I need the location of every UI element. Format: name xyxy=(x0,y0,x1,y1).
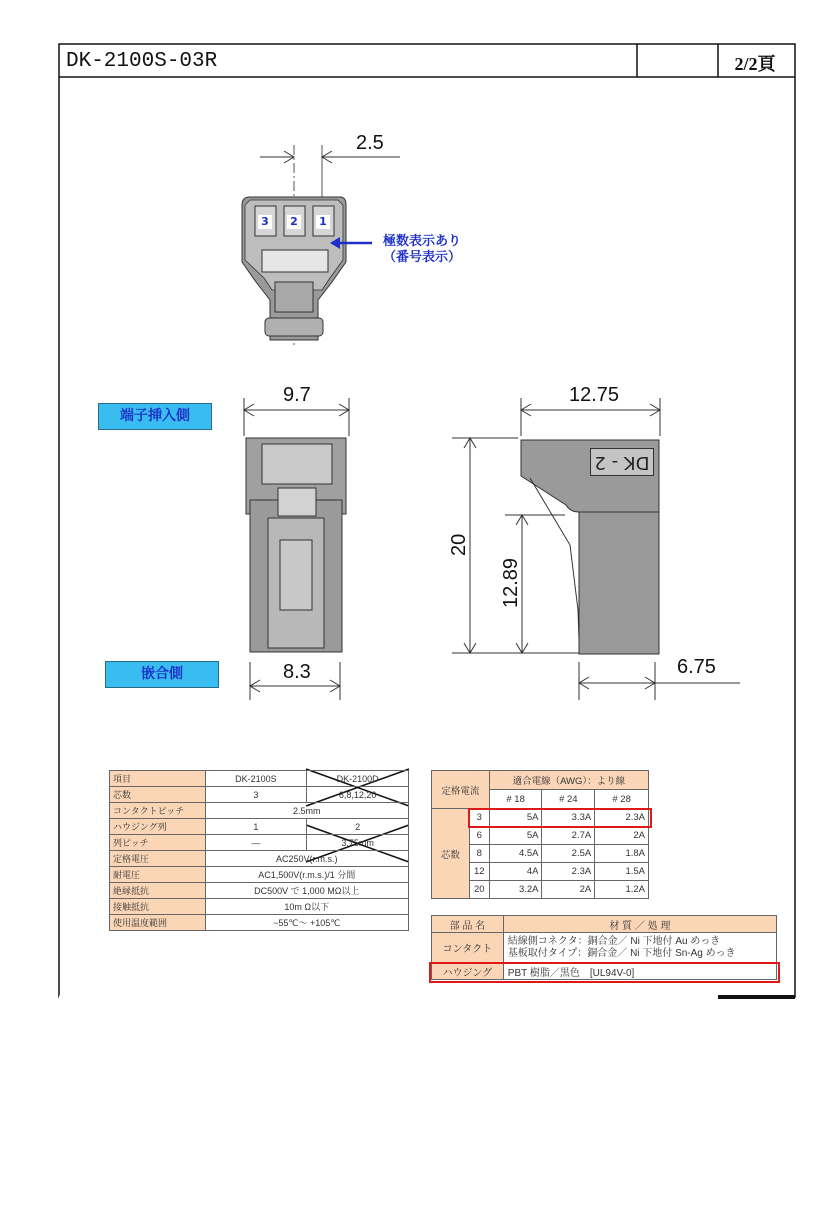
side-width-bottom-dimension: 6.75 xyxy=(677,656,716,678)
current-value: 5A xyxy=(489,827,542,845)
awg-header: # 24 xyxy=(542,790,595,809)
current-value: 1.5A xyxy=(595,863,649,881)
rated-current-label: 定格電流 xyxy=(432,771,490,809)
current-value: 2.3A xyxy=(595,809,649,827)
table-row xyxy=(110,915,409,931)
spec-value: 3.75mm xyxy=(307,835,409,851)
current-value: 2.7A xyxy=(542,827,595,845)
current-value: 4A xyxy=(489,863,542,881)
table-row xyxy=(432,771,649,790)
current-value: 2A xyxy=(595,827,649,845)
housing-marking: DK - 2 xyxy=(590,448,654,476)
pin-number-1: 1 xyxy=(316,215,330,229)
core-count: 3 xyxy=(469,809,489,827)
spec-value: DK-2100D xyxy=(307,771,409,787)
pin-number-3: 3 xyxy=(258,215,272,229)
table-row xyxy=(110,851,409,867)
material-header: 材 質 ／ 処 理 xyxy=(503,916,776,933)
housing-material: PBT 樹脂／黒色 [UL94V-0] xyxy=(503,963,776,980)
page-number: 2/2頁 xyxy=(734,54,776,74)
contact-material-line-1: 結線側コネクタ：銅合金／ Ni 下地付 Au めっき xyxy=(507,935,721,947)
table-row xyxy=(432,933,777,963)
highlight-housing-row xyxy=(429,962,780,983)
spec-value: 3 xyxy=(205,787,307,803)
table-row xyxy=(110,771,409,787)
rated-current-table xyxy=(431,770,649,899)
awg-header: # 28 xyxy=(595,790,649,809)
spec-value: 2 xyxy=(307,819,409,835)
spec-value: 10m Ω以下 xyxy=(205,899,408,915)
terminal-insertion-side-label: 端子挿入側 xyxy=(98,403,212,430)
spec-value: AC1,500V(r.m.s.)/1 分間 xyxy=(205,867,408,883)
spec-value: 1 xyxy=(205,819,307,835)
current-value: 2.3A xyxy=(542,863,595,881)
current-value: 3.3A xyxy=(542,809,595,827)
table-row xyxy=(110,787,409,803)
current-value: 1.2A xyxy=(595,881,649,899)
spec-value: DC500V で 1,000 MΩ以上 xyxy=(205,883,408,899)
spec-value: DK-2100S xyxy=(205,771,307,787)
wire-header: 適合電線（AWG）：より線 xyxy=(489,771,648,790)
spec-table xyxy=(109,770,409,931)
core-count: 12 xyxy=(469,863,489,881)
core-count: 20 xyxy=(469,881,489,899)
housing-label: ハウジング xyxy=(432,963,504,980)
pin-number-2: 2 xyxy=(287,215,301,229)
spec-label: コンタクトピッチ xyxy=(110,803,206,819)
table-row xyxy=(110,835,409,851)
current-value: 1.8A xyxy=(595,845,649,863)
current-value: 5A xyxy=(489,809,542,827)
current-value: 2.5A xyxy=(542,845,595,863)
awg-header: # 18 xyxy=(489,790,542,809)
table-row xyxy=(110,899,409,915)
contact-material xyxy=(503,933,776,963)
current-value: 3.2A xyxy=(489,881,542,899)
spec-label: 耐電圧 xyxy=(110,867,206,883)
spec-label: 使用温度範囲 xyxy=(110,915,206,931)
cores-label: 芯数 xyxy=(432,809,470,899)
spec-label: 接触抵抗 xyxy=(110,899,206,915)
mating-side-label: 嵌合側 xyxy=(105,661,219,688)
spec-label: 列ピッチ xyxy=(110,835,206,851)
contact-material-line-2: 基板取付タイプ：銅合金／ Ni 下地付 Sn-Ag めっき xyxy=(507,947,736,959)
spec-value: ― xyxy=(205,835,307,851)
front-width-top-dimension: 9.7 xyxy=(283,384,311,406)
spec-value: −55℃〜 +105℃ xyxy=(205,915,408,931)
table-row xyxy=(110,819,409,835)
core-count: 8 xyxy=(469,845,489,863)
pitch-dimension: 2.5 xyxy=(356,132,384,154)
pin-marking-callout xyxy=(374,234,470,266)
callout-line-1: 極数表示あり xyxy=(382,234,461,249)
table-row xyxy=(110,867,409,883)
table-row xyxy=(110,883,409,899)
spec-label: ハウジング列 xyxy=(110,819,206,835)
spec-value: 2.5mm xyxy=(205,803,408,819)
core-count: 6 xyxy=(469,827,489,845)
current-value: 4.5A xyxy=(489,845,542,863)
side-inner-height-dimension: 12.89 xyxy=(500,557,522,608)
spec-value: 6,8,12,20 xyxy=(307,787,409,803)
highlight-3-core-row xyxy=(468,808,652,828)
spec-value: AC250V(r.m.s.) xyxy=(205,851,408,867)
spec-label: 絶縁抵抗 xyxy=(110,883,206,899)
table-row xyxy=(110,803,409,819)
spec-label: 定格電圧 xyxy=(110,851,206,867)
callout-line-2: （番号表示） xyxy=(382,250,461,265)
part-name-header: 部 品 名 xyxy=(432,916,504,933)
current-value: 2A xyxy=(542,881,595,899)
side-width-top-dimension: 12.75 xyxy=(569,384,620,406)
spec-label: 芯数 xyxy=(110,787,206,803)
contact-label: コンタクト xyxy=(432,933,504,963)
drawing-title: DK-2100S-03R xyxy=(66,50,218,73)
front-width-bottom-dimension: 8.3 xyxy=(283,661,311,683)
side-height-dimension: 20 xyxy=(448,533,470,556)
table-row xyxy=(432,916,777,933)
spec-label: 項目 xyxy=(110,771,206,787)
